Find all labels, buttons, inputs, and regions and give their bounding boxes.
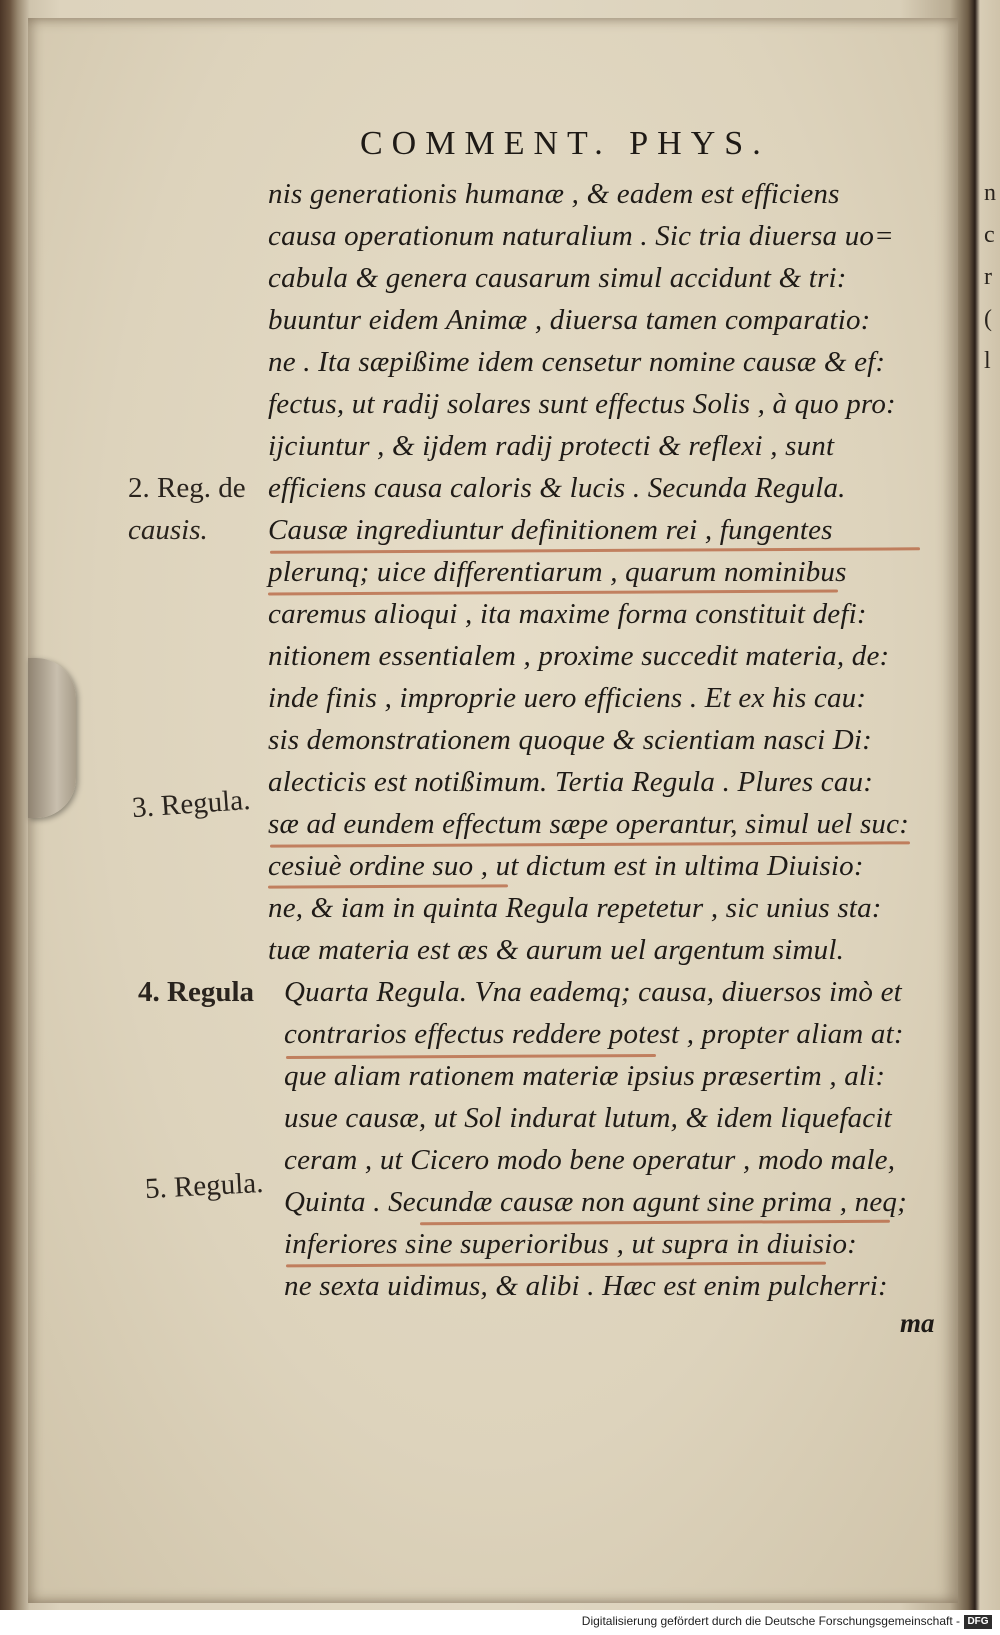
body-line: alecticis est notißimum. Tertia Regula . Plures cau: (268, 766, 874, 798)
footer-credit: Digitalisierung gefördert durch die Deutsche Forschungsgemeinschaft - (581, 1614, 960, 1628)
body-line: ijciuntur , & ijdem radij protecti & reflexi , sunt (268, 430, 835, 462)
body-line: sis demonstrationem quoque & scientiam nasci Di: (268, 724, 873, 756)
body-line: contrarios effectus reddere potest , propter aliam at: (284, 1018, 904, 1050)
body-line: ne, & iam in quinta Regula repetetur , sic unius sta: (268, 892, 882, 924)
margin-note-reg2: 2. Reg. de (128, 472, 246, 504)
margin-note-reg2-causis: causis. (128, 514, 208, 546)
body-line: ceram , ut Cicero modo bene operatur , modo male, (284, 1144, 896, 1176)
body-line: cesiuè ordine suo , ut dictum est in ultima Diuisio: (268, 850, 864, 882)
facing-page-fragment: n (984, 180, 996, 206)
body-line: plerunq; uice differentiarum , quarum nominibus (268, 556, 847, 588)
digitization-footer (0, 1610, 1000, 1635)
body-line: usue causæ, ut Sol indurat lutum, & idem liquefacit (284, 1102, 892, 1134)
page-clip (28, 658, 76, 818)
body-line: Quinta . Secundæ causæ non agunt sine prima , neq; (284, 1186, 907, 1218)
dfg-logo: DFG (964, 1615, 992, 1629)
body-line: nis generationis humanæ , & eadem est efficiens (268, 178, 840, 210)
body-line: tuæ materia est æs & aurum uel argentum simul. (268, 934, 845, 966)
body-line: efficiens causa caloris & lucis . Secunda Regula. (268, 472, 846, 504)
body-line: ne . Ita sæpißime idem censetur nomine causæ & ef: (268, 346, 886, 378)
body-line: fectus, ut radij solares sunt effectus Solis , à quo pro: (268, 388, 896, 420)
margin-note-reg4: 4. Regula (138, 976, 254, 1008)
body-line: cabula & genera causarum simul accidunt & tri: (268, 262, 847, 294)
facing-page-fragment: l (984, 348, 991, 374)
margin-note-reg5: 5. Regula. (144, 1166, 265, 1206)
running-title: COMMENT. PHYS. (360, 125, 770, 162)
body-line: ne sexta uidimus, & alibi . Hæc est enim pulcherri: (284, 1270, 888, 1302)
body-line: inferiores sine superioribus , ut supra in diuisio: (284, 1228, 858, 1260)
facing-page-fragment: r (984, 264, 992, 290)
body-line: buuntur eidem Animæ , diuersa tamen comparatio: (268, 304, 871, 336)
body-line: Causæ ingrediuntur definitionem rei , fungentes (268, 514, 833, 546)
body-line: Quarta Regula. Vna eademq; causa, diuersos imò et (284, 976, 902, 1008)
margin-note-reg3: 3. Regula. (130, 783, 252, 825)
body-line: caremus alioqui , ita maxime forma constituit defi: (268, 598, 867, 630)
body-line: nitionem essentialem , proxime succedit materia, de: (268, 640, 890, 672)
catchword: ma (900, 1308, 935, 1338)
body-line: causa operationum naturalium . Sic tria diuersa uo= (268, 220, 894, 252)
body-line: sæ ad eundem effectum sæpe operantur, simul uel suc: (268, 808, 910, 840)
facing-page-fragment: c (984, 222, 995, 248)
facing-page-fragment: ( (984, 306, 992, 332)
body-line: inde finis , improprie uero efficiens . Et ex his cau: (268, 682, 867, 714)
body-line: que aliam rationem materiæ ipsius præsertim , ali: (284, 1060, 886, 1092)
